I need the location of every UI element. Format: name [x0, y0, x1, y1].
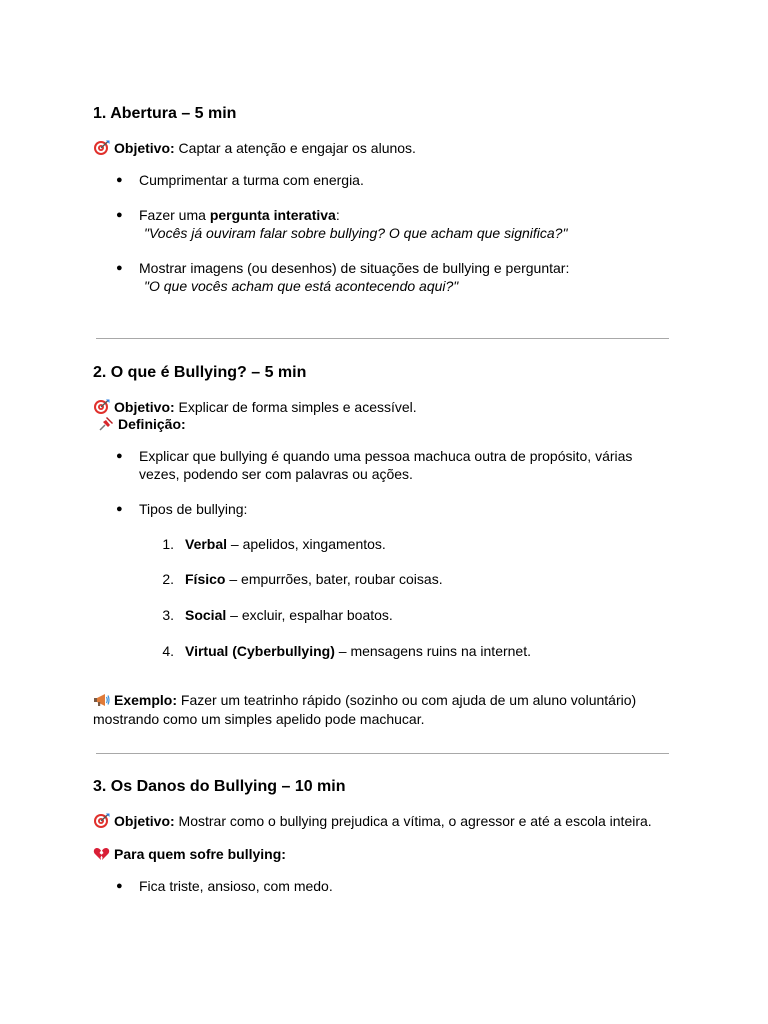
bullet-marker: ●: [116, 174, 123, 186]
item-text: – empurrões, bater, roubar coisas.: [225, 571, 443, 587]
item-text: – apelidos, xingamentos.: [227, 536, 386, 552]
bullet-marker: ●: [116, 503, 123, 515]
numbered-item-marker: 2.: [162, 571, 174, 587]
section-2-objective: [93, 398, 417, 416]
bullet-marker: ●: [116, 262, 123, 274]
target-icon: [93, 813, 110, 829]
numbered-item: [185, 535, 386, 553]
item-text: Fazer uma: [139, 207, 210, 223]
bullet-marker: ●: [116, 209, 123, 221]
objective-text: Captar a atenção e engajar os alunos.: [174, 140, 416, 156]
list-item: Mostrar imagens (ou desenhos) de situações de bullying e perguntar:: [139, 260, 570, 276]
bullet-marker: ●: [116, 450, 123, 462]
section-3-title: 3. Os Danos do Bullying – 10 min: [93, 778, 346, 795]
list-item: [139, 206, 340, 224]
definition-label: Definição:: [118, 416, 186, 432]
target-icon: [93, 399, 110, 415]
list-item: Fica triste, ansioso, com medo.: [139, 878, 333, 894]
quote-text: "O que vocês acham que está acontecendo aqui?": [144, 278, 459, 294]
pushpin-icon: [97, 416, 114, 432]
item-bold-text: Social: [185, 607, 227, 623]
bullet-marker: ●: [116, 880, 123, 892]
objective-label: Objetivo:: [114, 140, 175, 156]
section-3-objective: [93, 812, 652, 830]
list-item: Explicar que bullying é quando uma pessoa machuca outra de propósito, várias: [139, 448, 633, 464]
list-item-continuation: vezes, podendo ser com palavras ou ações.: [139, 466, 413, 482]
target-icon: [93, 140, 110, 156]
example-text-continuation: mostrando como um simples apelido pode machucar.: [93, 711, 425, 727]
definition-line: [97, 415, 186, 433]
numbered-item: [185, 642, 531, 660]
item-text: – excluir, espalhar boatos.: [226, 607, 393, 623]
numbered-item-marker: 1.: [162, 536, 174, 552]
example-label: Exemplo:: [114, 692, 178, 708]
item-bold-text: pergunta interativa: [209, 207, 336, 223]
list-item: Cumprimentar a turma com energia.: [139, 172, 364, 188]
objective-label: Objetivo:: [114, 813, 175, 829]
numbered-item-marker: 3.: [162, 607, 174, 623]
example-text: Fazer um teatrinho rápido (sozinho ou com ajuda de um aluno voluntário): [177, 692, 637, 708]
horizontal-rule: [96, 338, 669, 339]
quote-text: "Vocês já ouviram falar sobre bullying? O que acham que significa?": [144, 225, 568, 241]
objective-text: Explicar de forma simples e acessível.: [174, 399, 417, 415]
objective-label: Objetivo:: [114, 399, 175, 415]
section-1-objective: [93, 139, 416, 157]
item-bold-text: Físico: [185, 571, 226, 587]
victims-label: Para quem sofre bullying:: [114, 846, 286, 862]
numbered-item-marker: 4.: [162, 643, 174, 659]
item-text: :: [335, 207, 340, 223]
list-item: Tipos de bullying:: [139, 501, 248, 517]
victims-line: [93, 845, 286, 863]
section-1-title: 1. Abertura – 5 min: [93, 105, 237, 122]
megaphone-icon: [93, 692, 110, 708]
section-2-title: 2. O que é Bullying? – 5 min: [93, 364, 307, 381]
item-bold-text: Verbal: [185, 536, 228, 552]
horizontal-rule: [96, 753, 669, 754]
objective-text: Mostrar como o bullying prejudica a vítima, o agressor e até a escola inteira.: [174, 813, 652, 829]
broken-heart-icon: [93, 846, 110, 862]
item-text: – mensagens ruins na internet.: [334, 643, 531, 659]
item-bold-text: Virtual (Cyberbullying): [185, 643, 335, 659]
numbered-item: [185, 570, 443, 588]
numbered-item: [185, 606, 393, 624]
example-line: [93, 691, 636, 709]
